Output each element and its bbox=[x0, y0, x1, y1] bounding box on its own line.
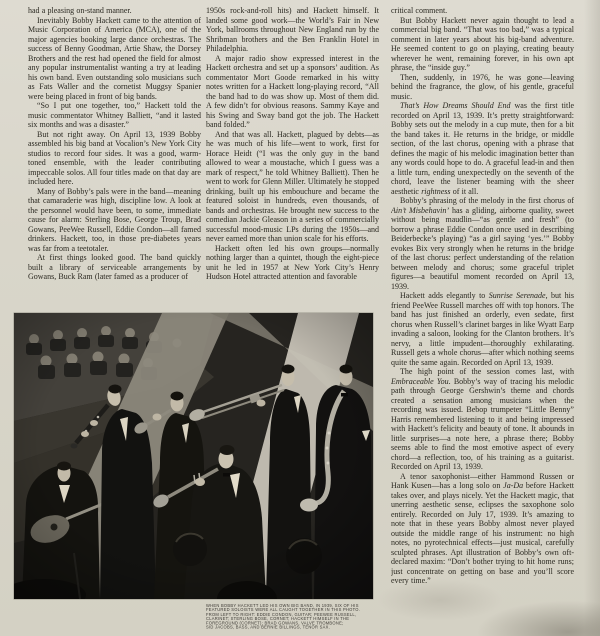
text-run: was the first title recorded on April 13, 1939. It’s pretty straightforward: Bobby sets out the melody in a cup mute, then for a bit the band takes it. He returns in the bridge, or middle section, of the last chorus, opening with a phrase that defines the magic of his melodic imagination better than any words could hope to do. A graceful lead-in and then a little turn, ending unexpectedly on the seventh of the chord, leave the listener beaming with the sheer aesthetic bbox=[391, 101, 574, 196]
text-run: Bobby’s phrasing of the melody in the first chorus of bbox=[400, 196, 574, 205]
text-run: 1950s rock-and-roll hits) and Hackett himself. It landed some good work—the World’s Fair in New York, ballrooms throughout New England run by the Shribman brothers and the Ben Franklin Hotel in Philadelphia. bbox=[206, 6, 379, 53]
text-run: Inevitably Bobby Hackett came to the attention of Music Corporation of America (MCA), one of the major agencies booking large dance orchestras. The success of Benny Goodman, Artie Shaw, the Dorsey Brothers and the rest had opened the field for almost any popular instrumentalist wanting a try at leading his own band. Even outstanding solo musicians such as Fats Waller and the cornetist Muggsy Spanier were being placed in front of big bands. bbox=[28, 15, 201, 101]
text-run: , but his friend PeeWee Russell marches off with top honors. The band has just finished an orderly, even sedate, first chorus when Russell’s clarinet barges in like Wyatt Earp invading a saloon, looking for the Clanton brothers. It’s nervy, a little impudent—thoroughly exhilarating. Russell gets a whole chorus—after which nothing seems quite the same again. Recorded on April 13, 1939. bbox=[391, 291, 574, 367]
page-edge-shade bbox=[584, 0, 600, 636]
italic-run: That’s How Dreams Should End bbox=[400, 101, 511, 110]
italic-run: Ja-Da bbox=[503, 481, 524, 490]
italic-run: Sunrise Serenade bbox=[488, 291, 546, 300]
text-run: But Bobby Hackett never again thought to lead a commercial big band. “That was too bad,” was a typical comment in later years about his big-band adventure. He seemed content to go on playing, creating beauty wherever he went, remaining forever, in his own apt phrase, the “inside guy.” bbox=[391, 15, 574, 72]
paragraph bbox=[391, 16, 574, 73]
italic-run: Ain’t Misbehavin’ bbox=[391, 205, 450, 215]
text-run: “So I put one together, too,” Hackett told the music commentator Whitney Balliett, “and it lasted six months and was a disaster.” bbox=[28, 101, 201, 129]
paragraph bbox=[391, 367, 574, 472]
paragraph bbox=[391, 6, 574, 16]
paragraph bbox=[206, 6, 379, 54]
paragraph bbox=[206, 130, 379, 244]
italic-run: Embraceable You bbox=[391, 376, 449, 386]
paragraph bbox=[391, 196, 574, 291]
caption-line: FOREGROUND (CORNET); BRAD GOWANS, VALVE TROMBONE; bbox=[206, 621, 344, 626]
paragraph bbox=[391, 472, 574, 586]
paragraph bbox=[206, 244, 379, 282]
text-run: before Hackett takes over, and plays nicely. Yet the Hackett magic, that unerring aesthetic sense, eclipses the saxophone solo entirely. Recorded on July 17, 1939. It’s amazing to note that in these years Bobby almost never played outside the middle range of his instrument: no high notes, no pyrotechnical effects—just musical, carefully sculpted phrases. Apt illustration of Bobby’s own oft-declared maxim: “Don’t bother trying to hit home runs; just concentrate on getting on base and you’ll score every time.” bbox=[391, 481, 574, 585]
caption-line: FEATURED SOLOISTS WERE ALL CAUGHT TOGETHER IN THIS PHOTO. bbox=[206, 608, 361, 613]
text-run: Many of Bobby’s pals were in the band—meaning that camaraderie was high, discipline low. A look at the personnel would have been, to some, immediate cause for alarm: Sterling Bose, George Troup, Brad Gowans, PeeWee Russell, Eddie Condon—all famed drinkers. Hackett, too, in those pre-diabetes years was far from a teetotaler. bbox=[28, 186, 201, 253]
band-photo-image bbox=[14, 313, 373, 599]
text-run: had a pleasing on-stand manner. bbox=[28, 6, 132, 15]
photo-caption bbox=[206, 604, 378, 630]
caption-line: SID JACOBS, BASS, AND BERNIE BILLINGS, TENOR SAX. bbox=[206, 625, 330, 631]
paragraph bbox=[28, 130, 201, 187]
text-run: Hackett adds elegantly to bbox=[400, 291, 489, 300]
text-run: But not right away. On April 13, 1939 Bobby assembled his big band at Vocalion’s New York City studios to record four sides. It was a good, warm-toned ensemble, with the leader contributing impeccable solos. All four titles made on that day are included here. bbox=[28, 129, 201, 186]
text-run: Hackett often led his own groups—normally nothing larger than a quintet, though the eight-piece unit he led in 1957 at New York City’s Henry Hudson Hotel attracted attention and favorable bbox=[206, 243, 379, 281]
article-column-2 bbox=[206, 6, 379, 311]
text-run: of it all. bbox=[450, 186, 479, 196]
caption-line: CLARINET; STERLING BOSE, CORNET; HACKETT HIMSELF IN THE bbox=[206, 617, 350, 622]
photo-caption-text bbox=[206, 604, 378, 630]
paragraph bbox=[391, 73, 574, 102]
article-column-3 bbox=[391, 6, 574, 620]
text-run: A major radio show expressed interest in the Hackett orchestra and set up a sponsors’ audition. As commentator Mort Goode remarked in his witty notes written for a Hackett long-playing record, “All the band had to do was show up. Most of them did. A few didn’t for obvious reasons. Sammy Kaye and his Swing and Sway band got the job. The Hackett band folded.” bbox=[206, 53, 379, 129]
caption-line: FROM LEFT TO RIGHT: EDDIE CONDON, GUITAR; PEEWEE RUSSELL, bbox=[206, 612, 357, 617]
paragraph bbox=[28, 253, 201, 282]
article-column-1 bbox=[28, 6, 201, 311]
caption-line: WHEN BOBBY HACKETT LED HIS OWN BIG BAND, IN 1939, SIX OF HIS bbox=[206, 604, 359, 609]
text-run: At first things looked good. The band quickly built a library of serviceable arrangements by Gowans, Buck Ram (later famed as a producer of bbox=[28, 253, 201, 281]
text-run: A tenor saxophonist—either Hammond Russen or Hank Kusen—has a long solo on bbox=[391, 471, 574, 490]
italic-run: rightness bbox=[421, 186, 451, 196]
band-photo bbox=[14, 313, 373, 599]
text-run: The high point of the session comes last, with bbox=[400, 367, 574, 376]
paragraph bbox=[28, 16, 201, 102]
text-run: . Bobby’s way of tracing his melodic path through George Gershwin’s theme and chords created a sensation among musicians when the recording was issued. Bebop trumpeter “Little Benny” Harris remembered listening to it and being impressed with Hackett’s felicity and beauty of tone. It abounds in little surprises—a note here, a phrase there; Bobby seems able to find the most emotive aspect of every chord—a reflection, too, of his training as a guitarist. Recorded on April 13, 1939. bbox=[391, 376, 574, 471]
text-run: has a gliding, airborne quality, sweet without being maudlin—“as gentle and fresh” (to borrow a phrase Eddie Condon once used in describing Beiderbecke’s playing) “as a girl saying ‘yes.’” Bobby evokes Bix very strongly when he returns in the bridge of the last chorus: perfect understanding of the relation between melody and chorus; some graceful triplet figures—a beautiful moment recorded on April 13, 1939. bbox=[391, 205, 574, 291]
paragraph bbox=[391, 101, 574, 196]
text-run: And that was all. Hackett, plagued by debts—as he was much of his life—went to work, first for Horace Heidt (“I was the only guy in the band allowed to wear a moustache, which I guess was a mark of respect,” he told Whitney Balliett). Then he went to work for Glenn Miller. Ultimately he stopped drinking, built up his embouchure and became the featured soloist in hundreds, even thousands, of bands and orchestras. He brought new success to the comedian Jackie Gleason in a series of commercially successful mood-music LPs during the 1950s—and never earned more than union scale for his efforts. bbox=[206, 129, 379, 243]
text-run: Then, suddenly, in 1976, he was gone—leaving behind the fragrance, the glow, of his gentle, graceful music. bbox=[391, 72, 574, 101]
paragraph bbox=[28, 101, 201, 130]
paragraph bbox=[206, 54, 379, 130]
text-run: critical comment. bbox=[391, 6, 448, 15]
paragraph bbox=[391, 291, 574, 367]
paragraph bbox=[28, 6, 201, 16]
paragraph bbox=[28, 187, 201, 254]
